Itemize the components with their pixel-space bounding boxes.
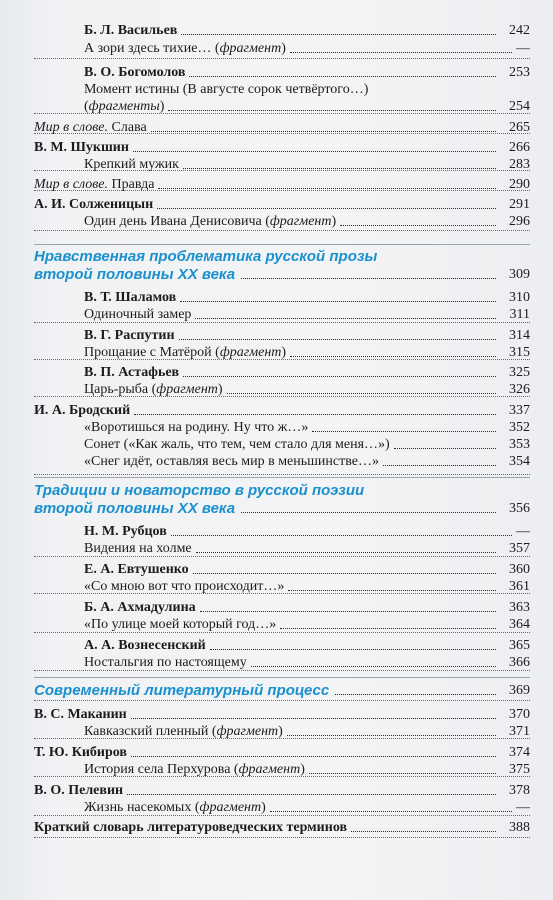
toc-work — [34, 453, 530, 470]
toc-entry-title: В. О. Пелевин — [34, 783, 124, 798]
toc-entry-title: Кавказский пленный (фрагмент) — [84, 724, 283, 739]
section-heading-line: Современный литературный процесс 369 — [34, 682, 530, 699]
section-heading-line: Традиции и новаторство в русской поэзии — [34, 482, 365, 499]
toc-work — [34, 540, 530, 557]
toc-entry-title: Сонет («Как жаль, что тем, чем стало для меня…») — [84, 437, 390, 452]
leader-dots — [131, 756, 496, 757]
toc-work — [34, 306, 530, 323]
toc-page-number: — — [516, 41, 530, 56]
section-separator — [34, 244, 530, 245]
toc-entry-title: В. О. Богомолов — [84, 65, 186, 80]
toc-page-number: 371 — [509, 724, 530, 739]
toc-entry-title: В. Т. Шаламов — [84, 290, 177, 305]
toc-page-number: 242 — [509, 23, 530, 38]
leader-dots — [312, 431, 496, 432]
leader-dots — [351, 831, 496, 832]
toc-page-number: 352 — [509, 420, 530, 435]
toc-page-number: 361 — [509, 579, 530, 594]
toc-page-number: 291 — [509, 197, 530, 212]
leader-dots — [241, 278, 496, 279]
toc-page-number: 357 — [509, 541, 530, 556]
leader-dots — [394, 448, 496, 449]
toc-entry-title: Момент истины (В августе сорок четвёртого…) — [84, 82, 369, 97]
row-separator — [34, 837, 530, 838]
leader-dots — [179, 339, 496, 340]
toc-page-number: 290 — [509, 177, 530, 192]
leader-dots — [210, 649, 496, 650]
toc-work — [34, 578, 530, 595]
leader-dots — [383, 465, 496, 466]
toc-author — [34, 561, 530, 578]
leader-dots — [183, 376, 496, 377]
leader-dots — [251, 666, 496, 667]
toc-entry-title: Видения на холме — [84, 541, 192, 556]
toc-page-number: 326 — [509, 382, 530, 397]
toc-page-number: 354 — [509, 454, 530, 469]
leader-dots — [335, 694, 496, 695]
toc-page-number: 283 — [509, 157, 530, 172]
leader-dots — [290, 52, 512, 53]
toc-page-number: 253 — [509, 65, 530, 80]
toc-page-number: 363 — [509, 600, 530, 615]
leader-dots — [127, 794, 496, 795]
toc-work — [34, 213, 530, 230]
section-heading — [34, 482, 530, 518]
toc-entry-title: «Со мною вот что происходит…» — [84, 579, 285, 594]
row-separator — [34, 58, 530, 59]
toc-page-number: 353 — [509, 437, 530, 452]
leader-dots — [181, 34, 496, 35]
toc-work — [34, 654, 530, 671]
toc-work — [34, 799, 530, 816]
toc-work — [34, 81, 530, 98]
toc-author — [34, 402, 530, 419]
toc-entry-title: «Снег идёт, оставляя весь мир в меньшинстве…» — [84, 454, 379, 469]
leader-dots — [171, 535, 512, 536]
toc-page-number: 370 — [509, 707, 530, 722]
toc-author — [34, 706, 530, 723]
leader-dots — [287, 735, 496, 736]
leader-dots — [180, 301, 496, 302]
leader-dots — [168, 110, 496, 111]
leader-dots — [151, 131, 496, 132]
toc-entry-title: «Воротишься на родину. Ну что ж…» — [84, 420, 309, 435]
leader-dots — [340, 225, 496, 226]
toc-page-number: 325 — [509, 365, 530, 380]
toc-entry-title: (фрагменты) — [84, 99, 165, 114]
toc-page-number: 375 — [509, 762, 530, 777]
toc-work — [34, 436, 530, 453]
section-heading-line: второй половины XX века 356 — [34, 500, 530, 517]
toc-page-number: 314 — [509, 328, 530, 343]
leader-dots — [196, 552, 496, 553]
toc-work — [34, 156, 530, 173]
toc-page-number: 360 — [509, 562, 530, 577]
toc-page-number: 374 — [509, 745, 530, 760]
toc-page-number: 254 — [509, 99, 530, 114]
toc-page-number: 265 — [509, 120, 530, 135]
toc-page-number: — — [516, 800, 530, 815]
toc-page-number: 296 — [509, 214, 530, 229]
toc-page-number: 388 — [509, 820, 530, 835]
toc-entry-title: «По улице моей который год…» — [84, 617, 277, 632]
leader-dots — [131, 718, 496, 719]
toc-page-number: 310 — [509, 290, 530, 305]
toc-glossary — [34, 819, 530, 836]
toc-entry-title: Мир в слове. Правда — [34, 177, 155, 192]
toc-page-number: 364 — [509, 617, 530, 632]
leader-dots — [193, 573, 496, 574]
leader-dots — [270, 811, 512, 812]
toc-author — [34, 327, 530, 344]
toc-page-number: 378 — [509, 783, 530, 798]
toc-entry-title: А. А. Вознесенский — [84, 638, 206, 653]
toc-section — [34, 119, 530, 136]
leader-dots — [309, 773, 496, 774]
section-heading-line: второй половины XX века 309 — [34, 266, 530, 283]
toc-page-number: 369 — [509, 683, 530, 698]
toc-page-number: 315 — [509, 345, 530, 360]
toc-entry-title: Е. А. Евтушенко — [84, 562, 189, 577]
toc-work — [34, 344, 530, 361]
section-separator — [34, 677, 530, 678]
toc-page-number: 311 — [509, 307, 530, 322]
toc-entry-title: Один день Ивана Денисовича (фрагмент) — [84, 214, 337, 229]
toc-work — [34, 40, 530, 57]
toc-author — [34, 744, 530, 761]
toc-author — [34, 196, 530, 213]
toc-work — [34, 761, 530, 778]
toc-work — [34, 98, 530, 115]
toc-entry-title: Краткий словарь литературоведческих терминов — [34, 820, 348, 835]
toc-author — [34, 139, 530, 156]
leader-dots — [227, 393, 496, 394]
toc-entry-title: В. П. Астафьев — [84, 365, 180, 380]
toc-entry-title: Б. А. Ахмадулина — [84, 600, 196, 615]
toc-entry-title: Б. Л. Васильев — [84, 23, 178, 38]
row-separator — [34, 700, 530, 701]
toc-entry-title: А зори здесь тихие… (фрагмент) — [84, 41, 286, 56]
toc-entry-title: Н. М. Рубцов — [84, 524, 167, 539]
toc-entry-title: Одиночный замер — [84, 307, 192, 322]
toc-entry-title: Прощание с Матёрой (фрагмент) — [84, 345, 287, 360]
toc-entry-title: Жизнь насекомых (фрагмент) — [84, 800, 266, 815]
row-separator — [34, 474, 530, 475]
leader-dots — [280, 628, 496, 629]
leader-dots — [200, 611, 496, 612]
section-heading — [34, 682, 530, 700]
leader-dots — [183, 168, 496, 169]
toc-section — [34, 176, 530, 193]
toc-entry-title: И. А. Бродский — [34, 403, 131, 418]
leader-dots — [134, 414, 496, 415]
leader-dots — [241, 512, 496, 513]
toc-page-number: 356 — [509, 501, 530, 516]
toc-entry-title: Мир в слове. Слава — [34, 120, 147, 135]
toc-work — [34, 419, 530, 436]
toc-author — [34, 523, 530, 540]
toc-author — [34, 64, 530, 81]
leader-dots — [157, 208, 496, 209]
toc-work — [34, 381, 530, 398]
toc-author — [34, 599, 530, 616]
toc-work — [34, 616, 530, 633]
section-heading — [34, 248, 530, 284]
toc-author — [34, 364, 530, 381]
toc-entry-title: Ностальгия по настоящему — [84, 655, 247, 670]
leader-dots — [158, 188, 496, 189]
toc-entry-title: Крепкий мужик — [84, 157, 179, 172]
toc-author — [34, 782, 530, 799]
toc-entry-title: Т. Ю. Кибиров — [34, 745, 127, 760]
section-heading-line: Нравственная проблематика русской прозы — [34, 248, 378, 265]
toc-entry-title: В. М. Шукшин — [34, 140, 129, 155]
toc-author — [34, 289, 530, 306]
toc-entry-title: Царь-рыба (фрагмент) — [84, 382, 223, 397]
toc-author — [34, 22, 530, 39]
toc-work — [34, 723, 530, 740]
leader-dots — [290, 356, 496, 357]
toc-page-number: 266 — [509, 140, 530, 155]
toc-page-number: 337 — [509, 403, 530, 418]
toc-entry-title: А. И. Солженицын — [34, 197, 154, 212]
toc-page-number: — — [516, 524, 530, 539]
toc-page-number: 365 — [509, 638, 530, 653]
leader-dots — [195, 318, 496, 319]
section-separator — [34, 477, 530, 478]
leader-dots — [288, 590, 496, 591]
toc-author — [34, 637, 530, 654]
leader-dots — [189, 76, 496, 77]
toc-entry-title: В. Г. Распутин — [84, 328, 175, 343]
toc-page-number: 366 — [509, 655, 530, 670]
toc-entry-title: В. С. Маканин — [34, 707, 127, 722]
toc-page-number: 309 — [509, 267, 530, 282]
toc-entry-title: История села Перхурова (фрагмент) — [84, 762, 305, 777]
leader-dots — [133, 151, 496, 152]
